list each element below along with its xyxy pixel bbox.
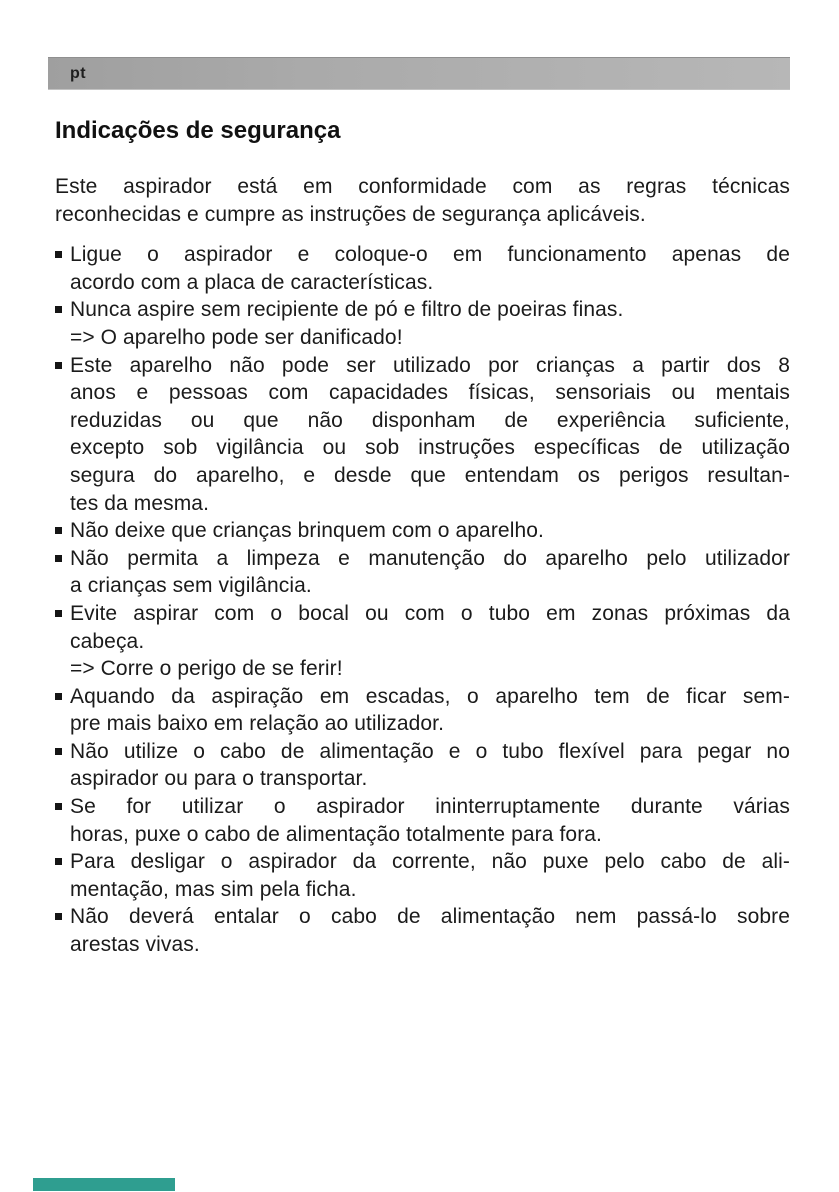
text-line: Não permita a limpeza e manutenção do aparelho pelo utilizador bbox=[70, 546, 790, 570]
safety-instruction-item bbox=[55, 241, 790, 296]
bullet-square-icon bbox=[55, 748, 62, 755]
bullet-square-icon bbox=[55, 306, 62, 313]
safety-instruction-item bbox=[55, 683, 790, 738]
safety-instruction-item bbox=[55, 903, 790, 958]
text-line: segura do aparelho, e desde que entendam os perigos resultan- bbox=[70, 463, 790, 487]
text-line: Ligue o aspirador e coloque-o em funcionamento apenas de bbox=[70, 243, 790, 267]
text-line: acordo com a placa de características. bbox=[70, 270, 434, 294]
text-line: cabeça. bbox=[70, 629, 145, 653]
text-line: Evite aspirar com o bocal ou com o tubo em zonas próximas da bbox=[70, 601, 790, 625]
safety-instruction-item bbox=[55, 848, 790, 903]
safety-instruction-item bbox=[55, 545, 790, 600]
text-line: Aquando da aspiração em escadas, o aparelho tem de ficar sem- bbox=[70, 684, 790, 708]
text-line: Não utilize o cabo de alimentação e o tubo flexível para pegar no bbox=[70, 739, 790, 763]
text-line: tes da mesma. bbox=[70, 491, 210, 515]
safety-instruction-item bbox=[55, 793, 790, 848]
safety-instruction-item bbox=[55, 296, 790, 351]
text-line: reconhecidas e cumpre as instruções de segurança aplicáveis. bbox=[55, 202, 646, 226]
text-line: => O aparelho pode ser danificado! bbox=[70, 325, 403, 349]
bullet-square-icon bbox=[55, 913, 62, 920]
bullet-square-icon bbox=[55, 858, 62, 865]
text-line: arestas vivas. bbox=[70, 933, 200, 957]
text-line: reduzidas ou que não disponham de experiência suficiente, bbox=[70, 408, 790, 432]
text-line: Não deverá entalar o cabo de alimentação nem passá-lo sobre bbox=[70, 905, 790, 929]
safety-instruction-item bbox=[55, 738, 790, 793]
text-line: pre mais baixo em relação ao utilizador. bbox=[70, 712, 445, 736]
footer-color-bar bbox=[33, 1178, 175, 1191]
text-line: Este aparelho não pode ser utilizado por crianças a partir dos 8 bbox=[70, 353, 790, 377]
text-line: mentação, mas sim pela ficha. bbox=[70, 877, 357, 901]
bullet-square-icon bbox=[55, 610, 62, 617]
text-line: excepto sob vigilância ou sob instruções específicas de utilização bbox=[70, 436, 790, 460]
safety-list bbox=[55, 241, 790, 958]
safety-instruction-item bbox=[55, 600, 790, 683]
safety-instruction-item bbox=[55, 352, 790, 518]
text-line: Nunca aspire sem recipiente de pó e filtro de poeiras finas. bbox=[70, 298, 624, 322]
manual-page bbox=[0, 57, 839, 1192]
page-body bbox=[55, 173, 790, 959]
language-code-label: pt bbox=[70, 64, 87, 82]
text-line: aspirador ou para o transportar. bbox=[70, 767, 368, 791]
language-header-bar bbox=[48, 57, 790, 90]
page-title: Indicações de segurança bbox=[55, 117, 341, 144]
bullet-square-icon bbox=[55, 803, 62, 810]
bullet-square-icon bbox=[55, 693, 62, 700]
bullet-square-icon bbox=[55, 362, 62, 369]
text-line: Para desligar o aspirador da corrente, não puxe pelo cabo de ali- bbox=[70, 850, 790, 874]
text-line: Se for utilizar o aspirador ininterruptamente durante várias bbox=[70, 795, 790, 819]
intro-paragraph bbox=[55, 173, 790, 228]
text-line: a crianças sem vigilância. bbox=[70, 574, 312, 598]
bullet-square-icon bbox=[55, 251, 62, 258]
text-line: horas, puxe o cabo de alimentação totalmente para fora. bbox=[70, 822, 602, 846]
text-line: Não deixe que crianças brinquem com o aparelho. bbox=[70, 519, 544, 543]
bullet-square-icon bbox=[55, 555, 62, 562]
bullet-square-icon bbox=[55, 527, 62, 534]
text-line: Este aspirador está em conformidade com as regras técnicas bbox=[55, 175, 790, 198]
text-line: => Corre o perigo de se ferir! bbox=[70, 657, 343, 681]
text-line: anos e pessoas com capacidades físicas, sensoriais ou mentais bbox=[70, 381, 790, 405]
safety-instruction-item bbox=[55, 517, 790, 545]
